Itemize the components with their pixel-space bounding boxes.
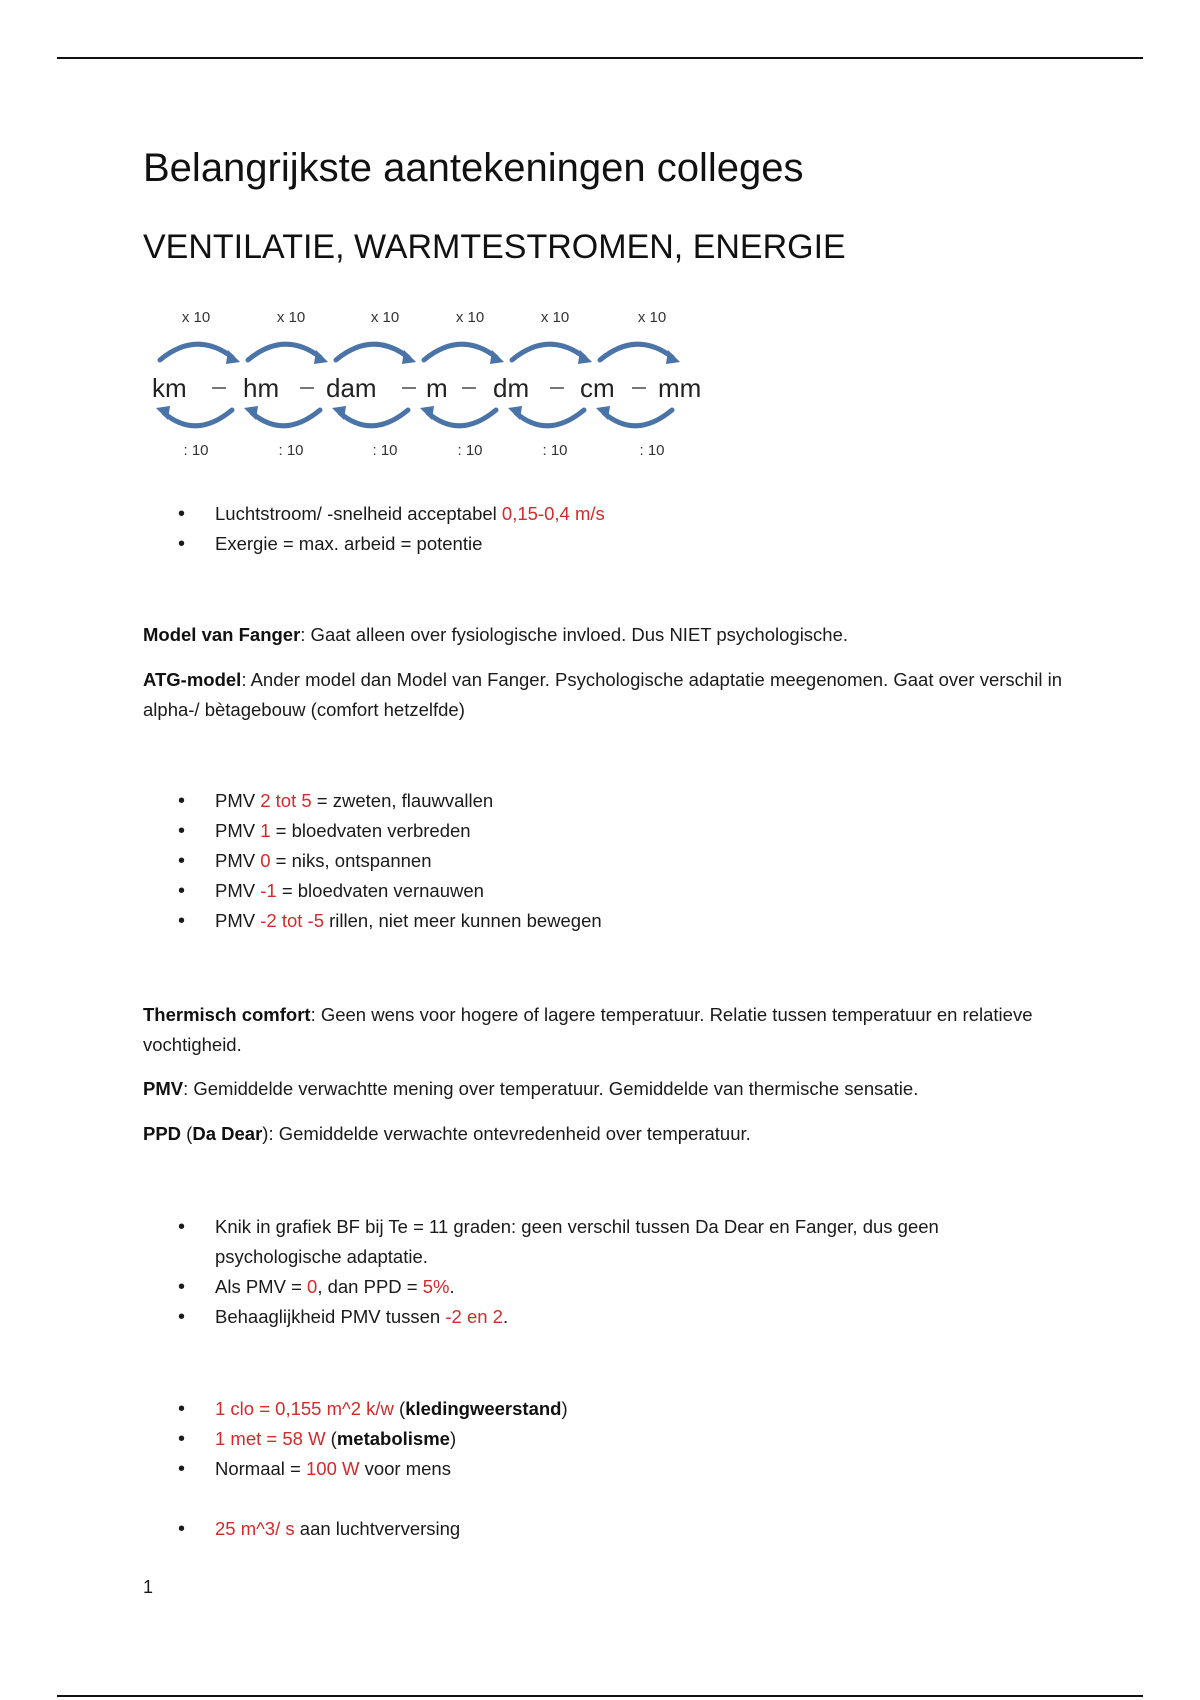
arrow-arc-top — [512, 344, 584, 360]
definition-atg: ATG-model: Ander model dan Model van Fanger. Psychologische adaptatie meegenomen. Gaat over verschil in alpha-/ bètagebouw (comfort hetzelfde) — [143, 669, 1062, 720]
list-item: • Luchtstroom/ -snelheid acceptabel 0,15-0,4 m/s — [143, 499, 1063, 529]
divide-label: : 10 — [183, 442, 209, 459]
divide-label: : 10 — [639, 442, 665, 459]
arrow-arc-top — [336, 344, 408, 360]
multiply-label: x 10 — [540, 309, 570, 326]
unit-cm: cm — [580, 373, 615, 403]
divide-labels — [183, 442, 664, 459]
divide-label: : 10 — [457, 442, 483, 459]
list-item: • PMV 2 tot 5 = zweten, flauwvallen — [143, 786, 1063, 816]
list-item: • Normaal = 100 W voor mens — [143, 1454, 1063, 1484]
multiply-label: x 10 — [455, 309, 485, 326]
list-item: • 1 clo = 0,155 m^2 k/w (kledingweerstand) — [143, 1394, 1063, 1424]
arrowhead — [490, 350, 504, 364]
divide-label: : 10 — [278, 442, 304, 459]
bullet-list-units — [143, 1394, 1063, 1484]
unit-km: km — [152, 373, 187, 403]
list-item: • Knik in grafiek BF bij Te = 11 graden: geen verschil tussen Da Dear en Fanger, dus geen psychologische adaptatie. — [143, 1212, 1063, 1272]
arrow-arc-bottom — [428, 410, 496, 426]
arrowhead — [332, 406, 346, 420]
divide-label: : 10 — [372, 442, 398, 459]
arrow-arc-bottom — [340, 410, 408, 426]
unit-dm: dm — [493, 373, 530, 403]
arrowhead — [314, 350, 328, 364]
bottom-rule — [57, 1695, 1143, 1697]
arrowhead — [596, 406, 610, 420]
top-arrows — [160, 344, 680, 364]
multiply-label: x 10 — [637, 309, 667, 326]
arrowhead — [666, 350, 680, 364]
multiply-label: x 10 — [181, 309, 211, 326]
divide-label: : 10 — [542, 442, 568, 459]
definition-fanger: Model van Fanger: Gaat alleen over fysiologische invloed. Dus NIET psychologische. — [143, 624, 849, 645]
multiply-label: x 10 — [276, 309, 306, 326]
page-title: Belangrijkste aantekeningen colleges — [143, 146, 804, 190]
definition-ppd: PPD (Da Dear): Gemiddelde verwachte ontevredenheid over temperatuur. — [143, 1123, 751, 1144]
arrowhead — [578, 350, 592, 364]
arrow-arc-top — [160, 344, 232, 360]
bullet-list-ventilation — [143, 1514, 1063, 1544]
definition-thermisch-comfort: Thermisch comfort: Geen wens voor hogere of lagere temperatuur. Relatie tussen temperatuur en relatieve vochtigheid. — [143, 1004, 1033, 1055]
bottom-arrows — [156, 406, 672, 426]
list-item: • Als PMV = 0, dan PPD = 5%. — [143, 1272, 1063, 1302]
list-item: • PMV -2 tot -5 rillen, niet meer kunnen bewegen — [143, 906, 1063, 936]
arrow-arc-top — [248, 344, 320, 360]
list-item: • 25 m^3/ s aan luchtverversing — [143, 1514, 1063, 1544]
definition-pmv: PMV: Gemiddelde verwachtte mening over temperatuur. Gemiddelde van thermische sensatie. — [143, 1078, 919, 1099]
multiply-label: x 10 — [370, 309, 400, 326]
list-item: • Behaaglijkheid PMV tussen -2 en 2. — [143, 1302, 1063, 1332]
arrow-arc-bottom — [252, 410, 320, 426]
arrow-arc-bottom — [164, 410, 232, 426]
list-item: • Exergie = max. arbeid = potentie — [143, 529, 1063, 559]
bullet-list-airflow — [143, 499, 1063, 559]
arrow-arc-top — [600, 344, 672, 360]
list-item: • 1 met = 58 W (metabolisme) — [143, 1424, 1063, 1454]
bullet-list-pmv — [143, 786, 1063, 936]
arrowhead — [420, 406, 434, 420]
unit-mm: mm — [658, 373, 702, 403]
arrowhead — [402, 350, 416, 364]
page-number: 1 — [143, 1577, 154, 1597]
unit-conversion-diagram — [150, 300, 720, 470]
arrow-arc-bottom — [604, 410, 672, 426]
arrow-arc-top — [424, 344, 496, 360]
list-item: • PMV 1 = bloedvaten verbreden — [143, 816, 1063, 846]
unit-hm: hm — [243, 373, 280, 403]
top-rule — [57, 57, 1143, 59]
unit-dam: dam — [326, 373, 377, 403]
section-heading: VENTILATIE, WARMTESTROMEN, ENERGIE — [143, 228, 846, 266]
arrowhead — [508, 406, 522, 420]
arrow-arc-bottom — [516, 410, 584, 426]
arrowhead — [156, 406, 170, 420]
bullet-list-knik — [143, 1212, 1063, 1332]
multiply-labels — [182, 309, 666, 326]
list-item: • PMV 0 = niks, ontspannen — [143, 846, 1063, 876]
unit-labels — [152, 373, 701, 403]
list-item: • PMV -1 = bloedvaten vernauwen — [143, 876, 1063, 906]
unit-m: m — [426, 373, 448, 403]
arrowhead — [226, 350, 240, 364]
arrowhead — [244, 406, 258, 420]
